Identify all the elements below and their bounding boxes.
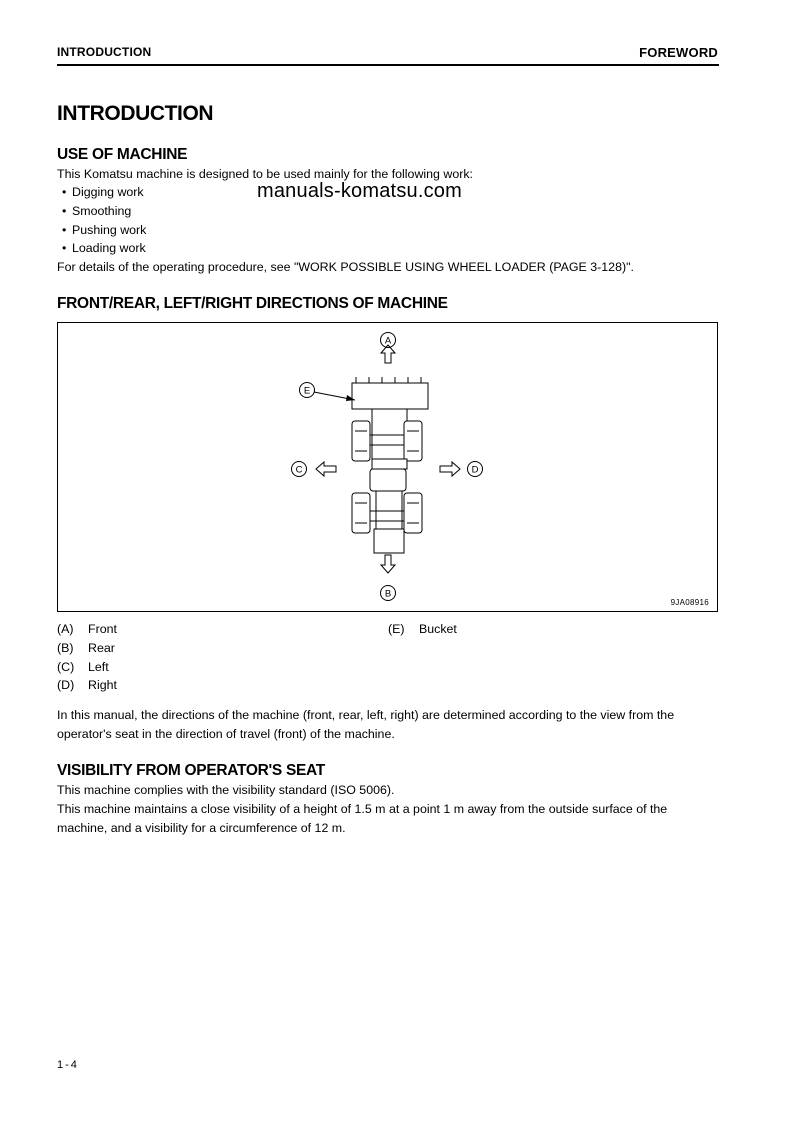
list-item: • Smoothing <box>62 202 146 221</box>
left-arrow-icon <box>316 462 336 476</box>
header-section-right: FOREWORD <box>639 45 718 60</box>
machine-directions-figure <box>57 322 718 612</box>
legend-row <box>57 658 117 677</box>
rear-arrow-icon <box>381 555 395 573</box>
legend-key: (E) <box>388 622 405 636</box>
visibility-line: This machine complies with the visibility standard (ISO 5006). <box>57 783 395 797</box>
use-of-machine-heading: USE OF MACHINE <box>57 146 188 163</box>
bucket-shape <box>352 377 428 409</box>
rear-frame-shape <box>376 491 402 529</box>
visibility-heading: VISIBILITY FROM OPERATOR'S SEAT <box>57 762 325 779</box>
legend-label: Bucket <box>419 622 457 636</box>
rear-right-tire <box>404 493 422 533</box>
legend-key: (D) <box>57 678 75 693</box>
visibility-line: machine, and a visibility for a circumference of 12 m. <box>57 821 346 835</box>
right-arrow-icon <box>440 462 460 476</box>
front-right-tire <box>404 421 422 461</box>
list-item: • Pushing work <box>62 221 146 240</box>
wheel-loader-top-view-diagram <box>58 323 719 613</box>
callout-c-label: C <box>295 464 303 476</box>
page-title: INTRODUCTION <box>57 102 214 125</box>
front-left-tire <box>352 421 370 461</box>
legend-label: Rear <box>88 640 115 655</box>
legend-label: Left <box>88 659 109 674</box>
visibility-text <box>57 781 719 838</box>
legend-row <box>57 676 117 695</box>
legend-key: (B) <box>57 640 74 655</box>
legend-key: (A) <box>57 622 74 636</box>
list-item: • Loading work <box>62 239 146 258</box>
legend-row <box>57 620 117 639</box>
directions-note <box>57 706 719 744</box>
legend-key: (C) <box>57 659 75 674</box>
header-divider <box>57 64 719 66</box>
legend-row <box>57 639 117 658</box>
header-section-left: INTRODUCTION <box>57 45 152 59</box>
callout-d-label: D <box>471 464 479 476</box>
direction-legend <box>57 620 117 695</box>
callout-b-label: B <box>384 588 392 600</box>
legend-label: Front <box>88 622 117 636</box>
list-item: • Digging work <box>62 183 146 202</box>
lift-arm-shape <box>372 409 407 459</box>
directions-note-line: operator's seat in the direction of travel (front) of the machine. <box>57 727 395 741</box>
counterweight-shape <box>374 529 404 553</box>
operating-procedure-reference: For details of the operating procedure, see "WORK POSSIBLE USING WHEEL LOADER (PAGE 3-128)". <box>57 260 634 274</box>
callout-e-label: E <box>303 385 311 397</box>
bucket-legend <box>388 620 457 639</box>
use-of-machine-intro: This Komatsu machine is designed to be used mainly for the following work: <box>57 167 473 181</box>
cab-shape <box>370 469 406 491</box>
directions-heading: FRONT/REAR, LEFT/RIGHT DIRECTIONS OF MACHINE <box>57 295 448 312</box>
visibility-line: This machine maintains a close visibility of a height of 1.5 m at a point 1 m away from the outside surface of the <box>57 802 668 816</box>
watermark-text: manuals-komatsu.com <box>257 180 462 202</box>
legend-row <box>388 620 457 639</box>
rear-left-tire <box>352 493 370 533</box>
legend-label: Right <box>88 678 117 693</box>
figure-id: 9JA08916 <box>670 598 709 607</box>
directions-note-line: In this manual, the directions of the machine (front, rear, left, right) are determined according to the view from the <box>57 708 675 722</box>
page-number: 1-4 <box>57 1059 79 1071</box>
work-list <box>62 183 146 258</box>
callout-a-label: A <box>384 335 392 347</box>
